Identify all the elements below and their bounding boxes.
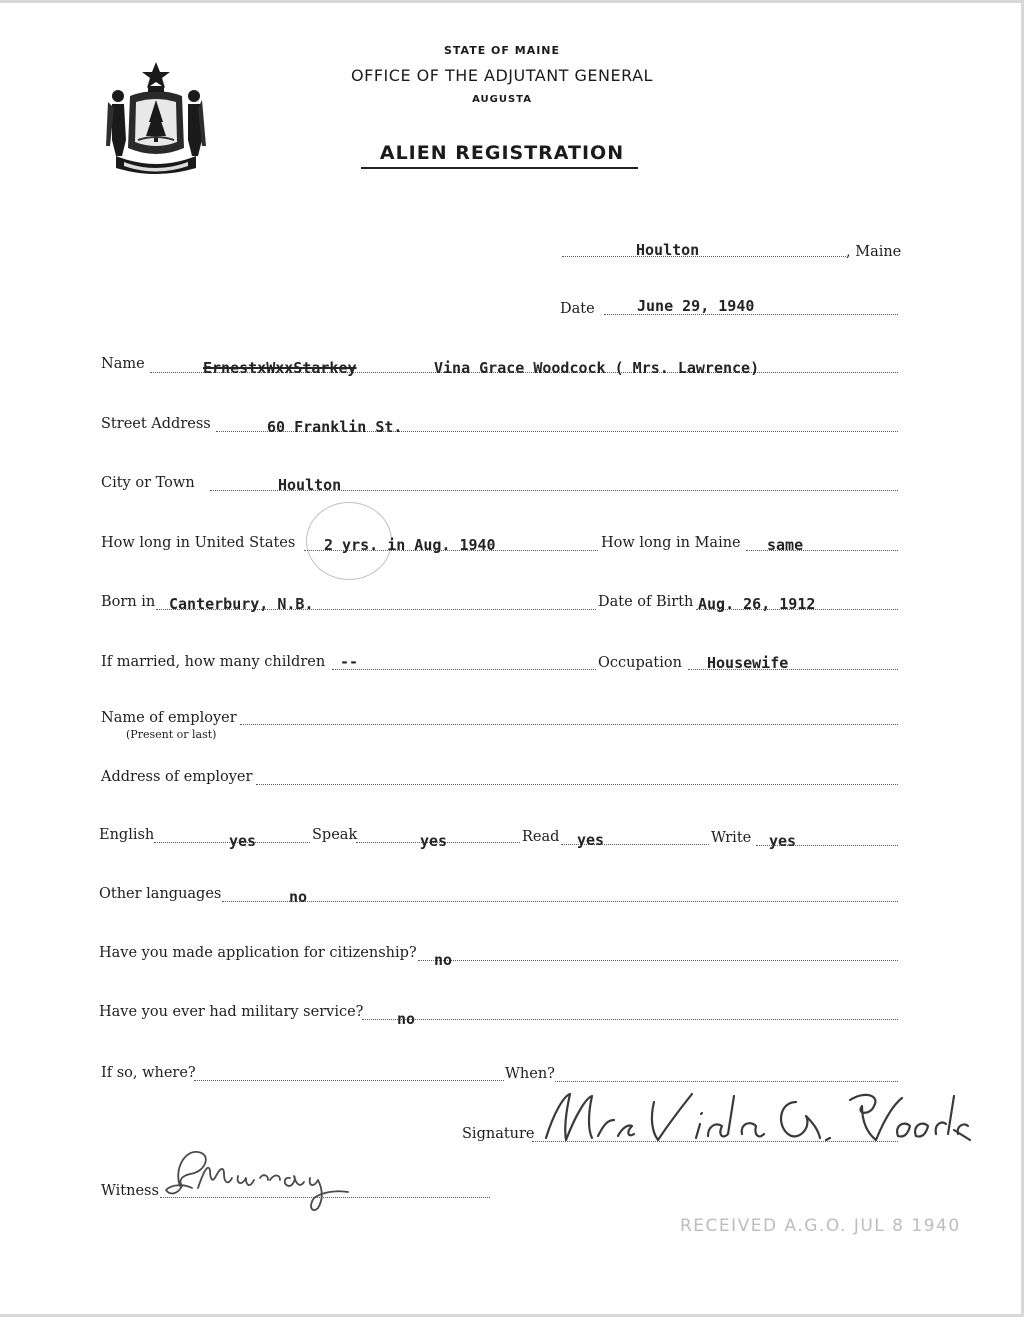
town-value: Houlton [636,241,700,259]
citizenship-line [418,960,898,961]
city-heading: AUGUSTA [472,94,532,105]
street-value: 60 Franklin St. [267,418,403,436]
write-value: yes [769,832,797,850]
read-value: yes [577,831,605,849]
military-value: no [397,1010,416,1028]
us-duration-label: How long in United States [101,535,296,551]
read-label: Read [522,829,560,845]
struck-out-name: ErnestxWxxStarkey [203,359,357,377]
english-value: yes [229,832,257,850]
employer-label: Name of employer [101,710,237,726]
occupation-value: Housewife [707,654,789,672]
employer-note: (Present or last) [126,728,217,741]
received-stamp: RECEIVED A.G.O. JUL 8 1940 [680,1216,961,1236]
name-label: Name [101,356,145,372]
city-label: City or Town [101,475,195,491]
military-label: Have you ever had military service? [99,1004,364,1020]
street-label: Street Address [101,416,211,432]
title-underline [361,167,638,169]
name-value: Vina Grace Woodcock ( Mrs. Lawrence) [434,359,760,377]
occupation-label: Occupation [598,655,682,671]
birthplace-label: Born in [101,594,156,610]
city-value: Houlton [278,476,342,494]
employer-address-line [256,784,898,785]
witness-label: Witness [101,1183,159,1199]
signature-label: Signature [462,1126,535,1142]
applicant-signature [536,1084,972,1150]
when-label: When? [505,1066,555,1082]
witness-signature [158,1140,372,1216]
birth-date-label: Date of Birth [598,594,694,610]
citizenship-label: Have you made application for citizenship? [99,945,417,961]
where-line [194,1080,504,1081]
birthplace-value: Canterbury, N.B. [169,595,314,613]
town-line [562,256,846,257]
children-line [332,669,596,670]
children-label: If married, how many children [101,654,326,670]
other-languages-value: no [289,888,308,906]
us-duration-value: 2 yrs. in Aug. 1940 [324,536,496,554]
speak-value: yes [420,832,448,850]
birth-date-value: Aug. 26, 1912 [698,595,816,613]
where-label: If so, where? [101,1065,196,1081]
write-label: Write [711,830,752,846]
citizenship-value: no [434,951,453,969]
other-languages-label: Other languages [99,886,222,902]
english-label: English [99,827,155,843]
when-line [555,1081,898,1082]
office-heading: OFFICE OF THE ADJUTANT GENERAL [351,66,653,85]
scan-edge-top [0,0,1024,3]
military-line [362,1019,898,1020]
maine-duration-value: same [767,536,804,554]
children-value: -- [340,653,359,671]
speak-label: Speak [312,827,358,843]
maine-duration-label: How long in Maine [601,535,741,551]
state-heading: STATE OF MAINE [443,44,561,57]
employer-address-label: Address of employer [101,769,253,785]
date-value: June 29, 1940 [637,297,755,315]
employer-line [240,724,898,725]
date-label: Date [560,301,595,317]
form-title: ALIEN REGISTRATION [379,142,625,164]
other-languages-line [222,901,898,902]
town-suffix: , Maine [846,244,902,260]
